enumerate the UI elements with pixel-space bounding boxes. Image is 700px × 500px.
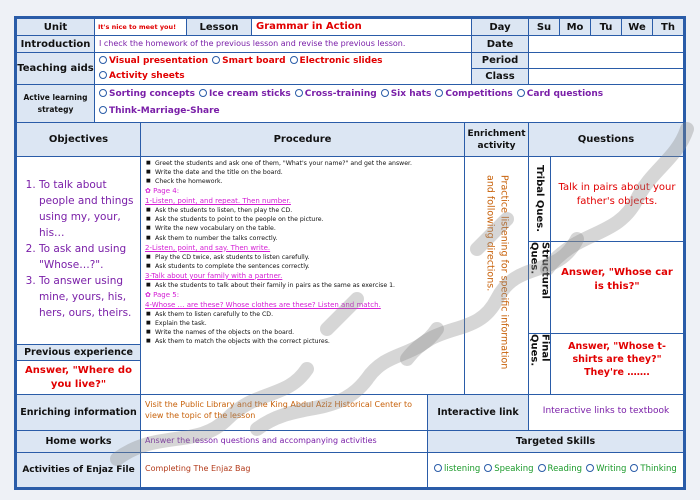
strategy-option[interactable]: Six hats [381,86,432,103]
day-mo: Mo [560,19,591,36]
procedure-step: ■ Check the homework. [145,177,460,186]
procedure-step: ■ Ask the students to talk about their family in pairs as the same as exercise 1. [145,281,460,290]
section-4-heading: 4-Whose … are these? Whose clothes are these? Listen and match. [145,300,381,309]
targeted-skills-label: Targeted Skills [428,431,683,453]
strategy-option[interactable]: Sorting concepts [99,86,195,103]
procedure-step: ■ Write the names of the objects on the board. [145,328,460,337]
strategy-option[interactable]: Cross-training [295,86,377,103]
enriching-text: Visit the Public Library and the King Abdul Aziz Historical Center to view the topic of the lesson [141,395,428,431]
radio-icon [295,89,303,97]
radio-icon [290,56,298,64]
strategy-options [95,85,683,123]
strategy-option[interactable]: Competitions [435,86,512,103]
homeworks-text: Answer the lesson questions and accompanying activities [141,431,428,453]
procedure-step: ■ Play the CD twice, ask students to listen carefully. [145,253,460,262]
enjaz-text: Completing The Enjaz Bag [141,453,428,487]
class-label: Class [472,69,529,85]
aid-option[interactable]: Activity sheets [99,69,185,84]
objective-item: 3. To answer using mine, yours, his, hers, ours, theirs. [39,273,136,321]
structural-label: Structural Ques. [529,242,551,299]
radio-icon [99,89,107,97]
procedure-step: ■ Write the date and the title on the board. [145,168,460,177]
introduction-label: Introduction [17,36,95,53]
final-question-line-1: Answer, "Whose t-shirts are they?" [568,341,666,365]
date-label: Date [472,36,529,53]
structural-label-cell [529,242,551,334]
radio-icon [630,464,638,472]
radio-icon [538,464,546,472]
enrichment-cell [465,157,529,395]
enriching-label: Enriching information [17,395,141,431]
final-label: Final Ques. [529,334,551,367]
section-3-list [145,281,460,290]
interactive-link-text[interactable]: Interactive links to textbook [529,395,683,431]
radio-icon [434,464,442,472]
section-1-heading: 1-Listen, point, and repeat. Then number. [145,197,291,206]
radio-icon [199,89,207,97]
procedure-step: ■ Write the new vocabulary on the table. [145,224,460,233]
structural-question: Answer, "Whose car is this?" [551,242,683,334]
procedure-step: ■ Greet the students and ask one of them, "What's your name?" and get the answer. [145,159,460,168]
radio-icon [435,89,443,97]
section-3-heading: 3-Talk about your family with a partner. [145,271,283,280]
radio-icon [586,464,594,472]
procedure-header: Procedure [141,123,465,157]
radio-icon [99,106,107,114]
lesson-value: Grammar in Action [252,19,472,36]
procedure-step: ■ Ask them to number the talks correctly. [145,234,460,243]
lesson-plan-sheet [14,16,686,490]
tribal-question: Talk in pairs about your father's objects. [551,157,683,242]
teaching-aids-options [95,53,472,85]
objectives-cell [17,157,141,345]
objective-item: 1. To talk about people and things using my, your, his… [39,177,136,241]
objectives-header: Objectives [17,123,141,157]
radio-icon [517,89,525,97]
skill-option[interactable]: listening [434,464,480,474]
skill-option[interactable]: Thinking [630,464,676,474]
period-label: Period [472,53,529,69]
strategy-option[interactable]: Think-Marriage-Share [99,103,220,120]
class-value[interactable] [529,69,683,85]
final-question-line-2: They're ……. [584,367,650,378]
enrichment-text: Practice listening for specific information and following directions. [484,175,510,370]
strategy-option[interactable]: Ice cream sticks [199,86,291,103]
procedure-step: ■ Ask students to complete the sentences correctly. [145,262,460,271]
day-we: We [622,19,653,36]
section-4-list [145,310,460,346]
radio-icon [99,56,107,64]
day-su: Su [529,19,560,36]
targeted-skills-options [428,453,683,487]
period-value[interactable] [529,53,683,69]
procedure-step: ■ Ask the students to listen, then play the CD. [145,206,460,215]
section-2-heading: 2-Listen, point, and say. Then write. [145,243,271,252]
page-4-heading: ✿ Page 4: [145,187,180,196]
section-2-list [145,253,460,271]
flower-icon: ✿ [145,187,151,196]
tribal-label-cell [529,157,551,242]
skill-option[interactable]: Writing [586,464,626,474]
aid-option[interactable]: Electronic slides [290,54,383,69]
radio-icon [484,464,492,472]
lesson-label: Lesson [187,19,252,36]
objectives-list [23,177,136,321]
procedure-cell [141,157,465,395]
aid-option[interactable]: Visual presentation [99,54,208,69]
teaching-aids-label: Teaching aids [17,53,95,85]
procedure-step: ■ Ask the students to point to the people on the picture. [145,215,460,224]
day-tu: Tu [591,19,622,36]
final-question [551,334,683,395]
final-label-cell [529,334,551,395]
unit-label: Unit [17,19,95,36]
day-label: Day [472,19,529,36]
previous-experience-text: Answer, "Where do you live?" [17,361,141,395]
introduction-text: I check the homework of the previous lesson and revise the previous lesson. [95,36,472,53]
procedure-intro-list [145,159,460,186]
day-th: Th [653,19,683,36]
page-5-heading: ✿ Page 5: [145,290,180,299]
procedure-step: ■ Explain the task. [145,319,460,328]
unit-value: It's nice to meet you! [95,19,187,36]
date-value[interactable] [529,36,683,53]
aid-option[interactable]: Smart board [212,54,285,69]
skill-option[interactable]: Reading [538,464,583,474]
previous-experience-label: Previous experience [17,345,141,361]
homeworks-label: Home works [17,431,141,453]
enjaz-label: Activities of Enjaz File [17,453,141,487]
radio-icon [212,56,220,64]
strategy-option[interactable]: Card questions [517,86,603,103]
objective-item: 2. To ask and using "Whose…?". [39,241,136,273]
tribal-label: Tribal Ques. [534,165,545,233]
questions-header: Questions [529,123,683,157]
radio-icon [99,71,107,79]
flower-icon: ✿ [145,290,151,299]
section-1-list [145,206,460,242]
interactive-link-label: Interactive link [428,395,529,431]
procedure-step: ■ Ask them to listen carefully to the CD. [145,310,460,319]
radio-icon [381,89,389,97]
enrichment-header: Enrichment activity [465,123,529,157]
procedure-step: ■ Ask them to match the objects with the correct pictures. [145,337,460,346]
skill-option[interactable]: Speaking [484,464,533,474]
strategy-label: Active learning strategy [17,85,95,123]
